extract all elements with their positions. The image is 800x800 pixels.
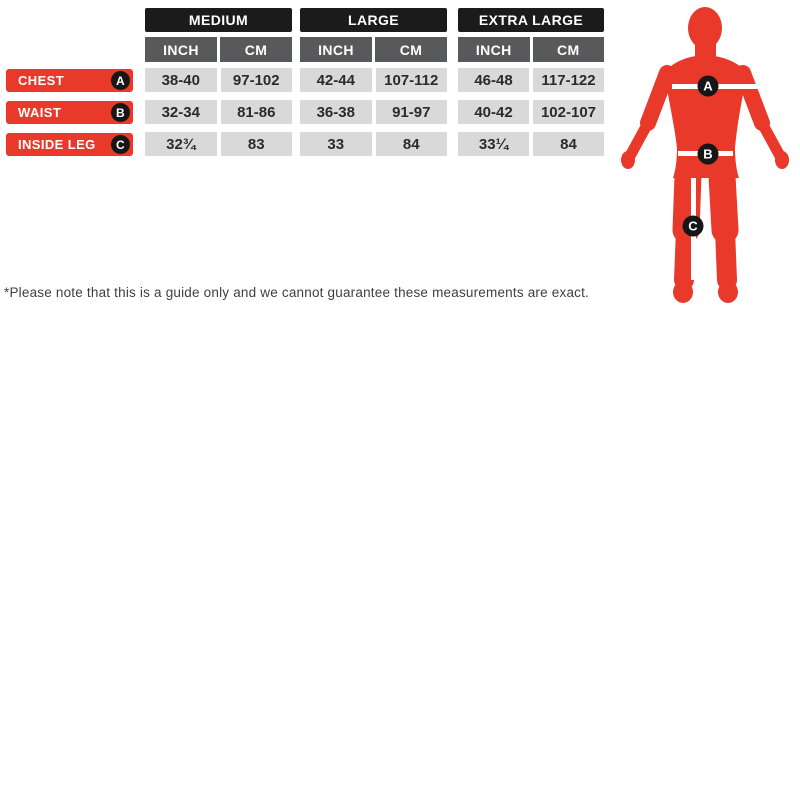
size-group-header-extra-large: EXTRA LARGE bbox=[458, 8, 604, 32]
row-label-text: INSIDE LEG bbox=[18, 137, 96, 152]
table-row bbox=[300, 68, 447, 92]
row-label-text: WAIST bbox=[18, 105, 62, 120]
figure-left-foot bbox=[673, 281, 693, 303]
figure-left-hand bbox=[621, 151, 635, 169]
unit-bar-extra-large bbox=[458, 37, 604, 62]
unit-header-cm: CM bbox=[533, 37, 605, 62]
cell-chest-medium-cm: 97-102 bbox=[221, 68, 293, 92]
row-label-inside-leg bbox=[6, 133, 133, 156]
unit-header-cm: CM bbox=[375, 37, 447, 62]
table-row bbox=[300, 100, 447, 124]
table-row bbox=[458, 132, 604, 156]
row-label-text: CHEST bbox=[18, 73, 65, 88]
cell-inside-leg-large-cm: 84 bbox=[376, 132, 448, 156]
unit-bar-medium bbox=[145, 37, 292, 62]
table-row bbox=[145, 68, 292, 92]
cell-chest-extra-large-inch: 46-48 bbox=[458, 68, 529, 92]
figure-right-foot bbox=[718, 281, 738, 303]
unit-header-inch: INCH bbox=[145, 37, 217, 62]
unit-header-inch: INCH bbox=[458, 37, 530, 62]
figure-badge-c-label: C bbox=[688, 218, 698, 234]
figure-badge-b-label: B bbox=[703, 146, 713, 162]
body-measurement-figure bbox=[620, 0, 798, 306]
cell-waist-medium-inch: 32-34 bbox=[145, 100, 217, 124]
size-group-header-large: LARGE bbox=[300, 8, 447, 32]
cell-waist-medium-cm: 81-86 bbox=[221, 100, 293, 124]
cell-chest-medium-inch: 38-40 bbox=[145, 68, 217, 92]
cell-chest-extra-large-cm: 117-122 bbox=[533, 68, 604, 92]
table-row bbox=[145, 132, 292, 156]
table-row bbox=[458, 100, 604, 124]
unit-bar-large bbox=[300, 37, 447, 62]
figure-right-hand bbox=[775, 151, 789, 169]
table-row bbox=[145, 100, 292, 124]
size-group-header-medium: MEDIUM bbox=[145, 8, 292, 32]
disclaimer-note: *Please note that this is a guide only and we cannot guarantee these measurements are exact. bbox=[4, 285, 590, 300]
cell-inside-leg-extra-large-inch: 33¼ bbox=[458, 132, 529, 156]
cell-inside-leg-extra-large-cm: 84 bbox=[533, 132, 604, 156]
cell-waist-large-cm: 91-97 bbox=[376, 100, 448, 124]
table-row bbox=[300, 132, 447, 156]
row-badge-b: B bbox=[111, 103, 130, 122]
cell-waist-large-inch: 36-38 bbox=[300, 100, 372, 124]
unit-header-inch: INCH bbox=[300, 37, 372, 62]
cell-inside-leg-large-inch: 33 bbox=[300, 132, 372, 156]
cell-inside-leg-medium-cm: 83 bbox=[221, 132, 293, 156]
table-row bbox=[458, 68, 604, 92]
cell-chest-large-inch: 42-44 bbox=[300, 68, 372, 92]
cell-waist-extra-large-inch: 40-42 bbox=[458, 100, 529, 124]
row-label-waist bbox=[6, 101, 133, 124]
row-badge-c: C bbox=[111, 135, 130, 154]
cell-chest-large-cm: 107-112 bbox=[376, 68, 448, 92]
cell-waist-extra-large-cm: 102-107 bbox=[533, 100, 604, 124]
figure-neck bbox=[695, 38, 716, 58]
cell-inside-leg-medium-inch: 32¾ bbox=[145, 132, 217, 156]
row-badge-a: A bbox=[111, 71, 130, 90]
figure-badge-a-label: A bbox=[703, 78, 713, 94]
row-label-chest bbox=[6, 69, 133, 92]
unit-header-cm: CM bbox=[220, 37, 292, 62]
